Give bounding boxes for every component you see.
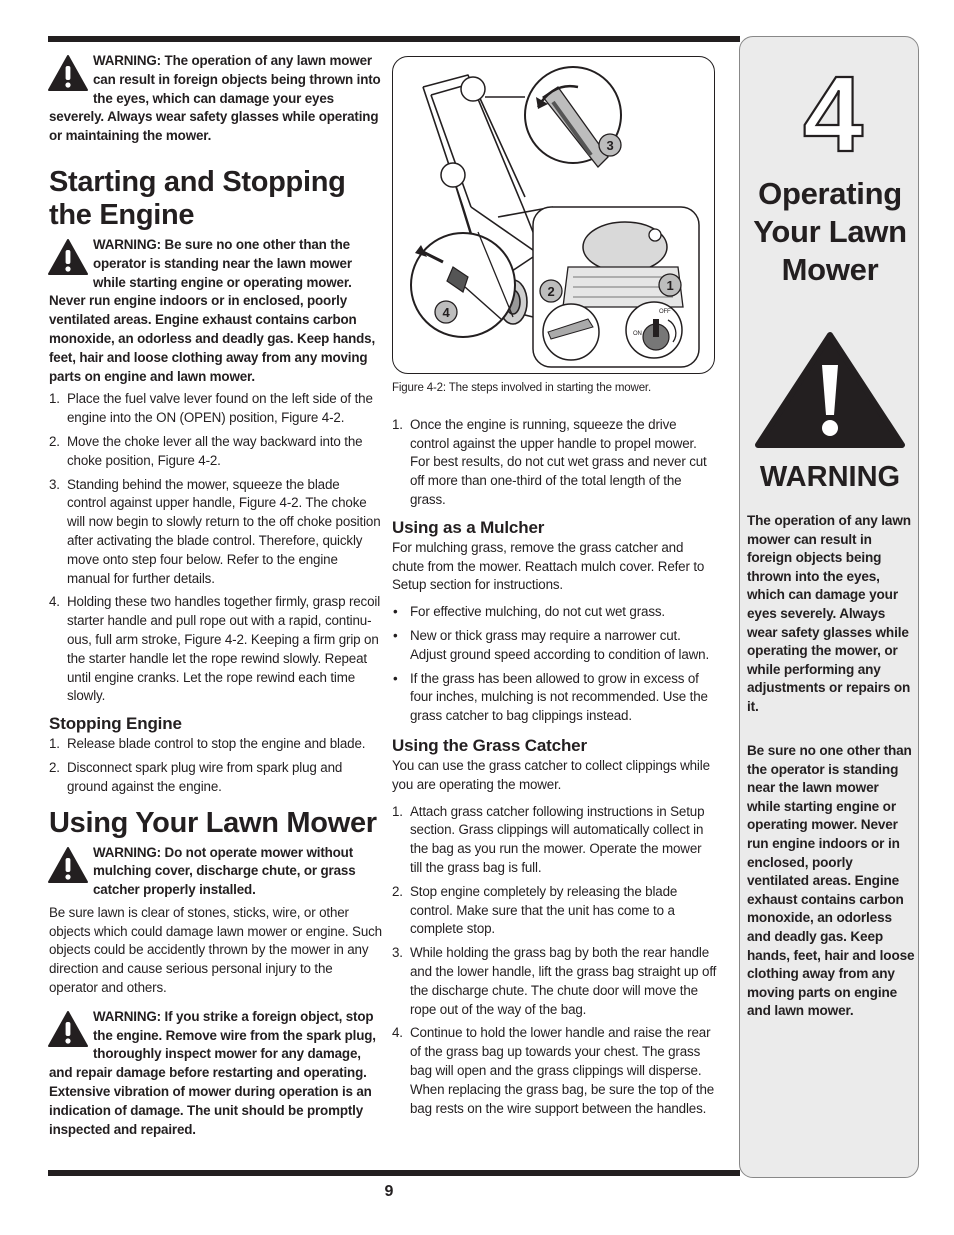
warning-label: WARNING (759, 461, 901, 493)
list-item: • For effective mulching, do not cut wet grass. (393, 604, 665, 620)
foreign-object-warning (49, 1008, 382, 1140)
drive-steps-list (392, 416, 717, 510)
svg-text:4: 4 (802, 59, 864, 159)
mulcher-bullets (392, 603, 717, 726)
warning-text: WARNING: Do not operate mower without mulching cover, discharge chute, or grass catcher properly installed. (93, 844, 356, 898)
chapter-number (740, 59, 920, 159)
subsection-title-grass-catcher: Using the Grass Catcher (392, 735, 587, 755)
middle-column (392, 56, 717, 1123)
list-item: 2. Disconnect spark plug wire from spark plug and ground against the engine. (49, 759, 343, 794)
list-item: 1. Once the engine is running, squeeze the drive control against the upper handle to propel mower. For best results, do not cut wet grass and never cut off more than one-third of the total length of the grass. (392, 416, 707, 507)
list-item: 1. Place the fuel valve lever found on the left side of the engine into the ON (OPEN) position, Figure 4-2. (49, 391, 373, 426)
list-item: • If the grass has been allowed to grow in excess of four inches, mulching is not recommended. Use the grass catcher to bag clippings instead. (393, 670, 708, 724)
using-warning (49, 844, 382, 900)
list-item: 3. While holding the grass bag by both the rear handle and the lower handle, lift the grass bag straight up off the discharge chute. The chute door will move the rope out of the way of the bag. (392, 945, 717, 1017)
list-item: • New or thick grass may require a narrower cut. Adjust ground speed according to condition of lawn. (393, 627, 710, 662)
list-item: 1. Release blade control to stop the engine and blade. (49, 736, 366, 752)
list-item: 4. Continue to hold the lower handle and raise the rear of the grass bag up towards your chest. The grass bag will open and the grass clippings will disperse. When replacing the grass bag, be sure the top of the bag rests on the wire support between the handles. (392, 1025, 715, 1116)
mower-starting-illustration (393, 57, 715, 374)
subsection-title-mulcher: Using as a Mulcher (392, 517, 545, 537)
warning-triangle-icon (47, 238, 89, 276)
list-item: 2. Stop engine completely by releasing the blade control. Make sure that the unit has come to a complete stop. (392, 883, 678, 937)
warning-triangle-icon (47, 1010, 89, 1048)
stopping-steps-list (49, 735, 382, 796)
list-item: 3. Standing behind the mower, squeeze the blade control against upper handle, Figure 4-2. The choke will now begin to slowly return to the off choke position after activating the blade control. Therefore, quickly move onto step four below. Refer to the engine manual for further details. (49, 476, 381, 586)
callout-badge (435, 301, 457, 323)
page-number: 9 (384, 1183, 394, 1200)
fuel-valve-off-label: OFF (659, 309, 671, 315)
figure-4-2 (392, 56, 715, 374)
starting-warning (49, 236, 382, 386)
sidebar-warning-text-1: The operation of any lawn mower can result in foreign objects being thrown into the eyes, which can damage your eyes severely. Always wear safety glasses while operating the mower, or while performing any adjustments or repairs on it. (747, 513, 911, 714)
section-title-starting: Starting and Stopping the Engine (49, 165, 346, 231)
safety-glasses-warning (49, 52, 382, 146)
warning-triangle-icon (47, 846, 89, 884)
fuel-valve-on-label: ON (633, 331, 642, 337)
callout-badge (540, 280, 562, 302)
callout-badge (599, 134, 621, 156)
warning-triangle-icon (47, 54, 89, 92)
warning-text: WARNING: If you strike a foreign object, stop the engine. Remove wire from the spark plug, thoroughly inspect mower for any damage, and repair damage before restarting and operating. Extensive vibration of mower during operation is an indication of damage. The unit should be promptly inspected and repaired. (49, 1008, 376, 1137)
list-item: 2. Move the choke lever all the way backward into the choke position, Figure 4-2. (49, 433, 363, 468)
svg-text:4: 4 (442, 305, 450, 320)
top-rule (48, 36, 740, 42)
left-column (49, 52, 382, 1139)
sidebar-warning-text-2: Be sure no one other than the operator is standing near the lawn mower while starting engine or operating mower. Never run engine indoors or in enclosed, poorly ventilated areas. Engine exhaust contains carbon monoxide, an odorless and deadly gas. Keep hands, feet, hair and loose clothing away from any moving parts on engine and lawn mower. (747, 743, 915, 1019)
svg-text:2: 2 (547, 284, 555, 299)
chapter-sidebar (739, 36, 919, 1178)
starting-steps-list (49, 390, 382, 706)
using-paragraph: Be sure lawn is clear of stones, sticks, wire, or other objects which could damage lawn mower or engine. Such objects could be accidently thrown by the mower in any direction and cause serious personal injury to the operator and others. (49, 904, 382, 996)
mulcher-paragraph: For mulching grass, remove the grass catcher and chute from the mower. Reattach mulch cover. Refer to Setup section for instructions. (392, 539, 705, 593)
chapter-title: Operating Your Lawn Mower (753, 176, 907, 287)
bottom-rule (48, 1170, 740, 1176)
callout-badge (659, 274, 681, 296)
warning-text: WARNING: Be sure no one other than the operator is standing near the lawn mower while starting engine or operating mower. Never run engine indoors or in enclosed, poorly ventilated areas. Engine exhaust contains carbon monoxide, an odorless and deadly gas. Keep hands, feet, hair and loose clothing away from any moving parts on engine and lawn mower. (49, 236, 376, 384)
figure-caption: Figure 4-2: The steps involved in starting the mower. (392, 382, 652, 394)
list-item: 4. Holding these two handles together firmly, grasp recoil starter handle and pull rope out with a rapid, continu-ous, full arm stroke, Figure 4-2. Keeping a firm grip on the starter handle let the rope rewind slowly. Repeat until engine cranks. Let the rope rewind each time slowly. (49, 594, 381, 704)
list-item: 1. Attach grass catcher following instructions in Setup section. Grass clippings will automatically collect in the bag as you run the mower. Operate the mower till the grass bag is full. (392, 803, 705, 875)
subsection-title-stopping: Stopping Engine (49, 714, 182, 734)
svg-text:3: 3 (606, 138, 614, 153)
catcher-steps-list (392, 803, 717, 1119)
section-title-using: Using Your Lawn Mower (49, 806, 377, 839)
warning-triangle-icon (754, 331, 906, 451)
svg-text:1: 1 (666, 278, 674, 293)
catcher-paragraph: You can use the grass catcher to collect clippings while you are operating the mower. (392, 757, 710, 792)
warning-text: WARNING: The operation of any lawn mower can result in foreign objects being thrown into the eyes, which can damage your eyes severely. Always wear safety glasses while operating or maintaining the mower. (49, 53, 381, 144)
